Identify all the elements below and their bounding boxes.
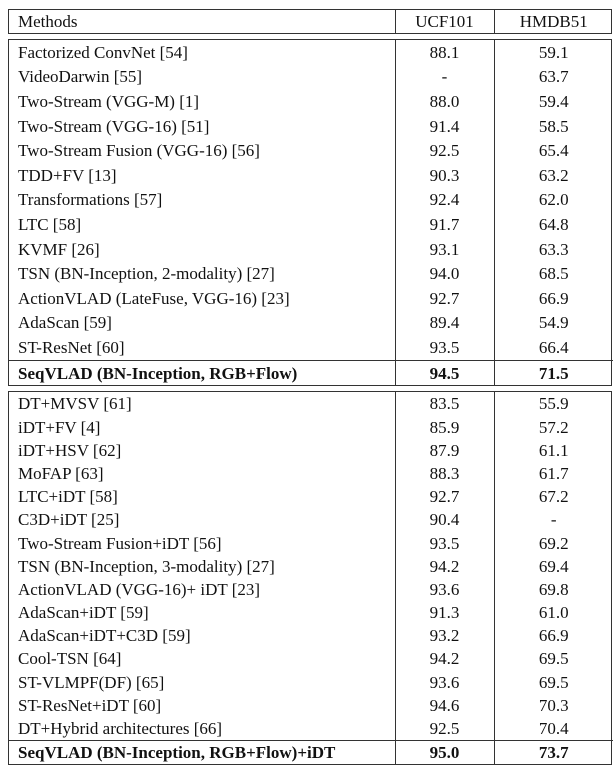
table-row	[9, 40, 613, 65]
hmdb51-cell: 69.5	[494, 671, 613, 694]
hmdb51-cell: 71.5	[494, 360, 613, 385]
method-cell: DT+Hybrid architectures [66]	[18, 719, 223, 739]
table-row	[9, 671, 613, 694]
table-row	[9, 392, 613, 415]
table-section-1	[9, 40, 613, 385]
method-cell: DT+MVSV [61]	[18, 394, 132, 414]
method-cell: Cool-TSN [64]	[18, 649, 122, 669]
table-row	[9, 212, 613, 237]
method-cell: Two-Stream Fusion (VGG-16) [56]	[18, 141, 260, 161]
table-row	[9, 439, 613, 462]
results-table	[8, 9, 612, 765]
ucf101-cell: 94.0	[395, 261, 494, 286]
hmdb51-cell: 69.2	[494, 531, 613, 554]
method-cell: Two-Stream (VGG-M) [1]	[18, 91, 200, 111]
method-cell: KVMF [26]	[18, 239, 100, 259]
ucf101-cell: 90.4	[395, 508, 494, 531]
hmdb51-cell: 58.5	[494, 114, 613, 139]
method-cell: ST-ResNet [60]	[18, 337, 125, 357]
method-cell: ST-ResNet+iDT [60]	[18, 695, 162, 715]
table-row	[9, 694, 613, 717]
hmdb51-cell: 69.5	[494, 647, 613, 670]
hmdb51-cell: 61.0	[494, 601, 613, 624]
hmdb51-cell: 62.0	[494, 188, 613, 213]
method-cell: ST-VLMPF(DF) [65]	[18, 672, 165, 692]
table-row	[9, 741, 613, 765]
ucf101-cell: 92.4	[395, 188, 494, 213]
ucf101-cell: 91.4	[395, 114, 494, 139]
table-header-box	[8, 9, 612, 34]
ucf101-cell: 94.2	[395, 555, 494, 578]
table-row	[9, 138, 613, 163]
hmdb51-cell: 55.9	[494, 392, 613, 415]
method-cell: AdaScan+iDT [59]	[18, 603, 149, 623]
hmdb51-cell: 64.8	[494, 212, 613, 237]
method-cell: Factorized ConvNet [54]	[18, 42, 188, 62]
ucf101-cell: 92.7	[395, 286, 494, 311]
hmdb51-cell: 70.4	[494, 717, 613, 741]
table-row	[9, 531, 613, 554]
hmdb51-cell: 63.7	[494, 65, 613, 90]
ucf101-cell: 94.5	[395, 360, 494, 385]
method-cell: SeqVLAD (BN-Inception, RGB+Flow)+iDT	[9, 741, 395, 765]
table-row	[9, 578, 613, 601]
table-row	[9, 65, 613, 90]
ucf101-cell: 95.0	[395, 741, 494, 765]
ucf101-cell: 88.1	[395, 40, 494, 65]
ucf101-cell: 92.5	[395, 717, 494, 741]
table-section-2-box	[8, 391, 612, 765]
hmdb51-cell: 63.3	[494, 237, 613, 262]
hmdb51-cell: 66.9	[494, 624, 613, 647]
column-header-methods: Methods	[18, 12, 78, 31]
method-cell: iDT+HSV [62]	[18, 440, 122, 460]
ucf101-cell: 92.7	[395, 485, 494, 508]
ucf101-cell: 93.1	[395, 237, 494, 262]
ucf101-cell: 93.2	[395, 624, 494, 647]
ucf101-cell: 83.5	[395, 392, 494, 415]
table-section-2	[9, 392, 613, 764]
table-row	[9, 624, 613, 647]
method-cell: AdaScan [59]	[18, 313, 112, 333]
hmdb51-cell: 61.7	[494, 462, 613, 485]
ucf101-cell: -	[395, 65, 494, 90]
method-cell: Two-Stream Fusion+iDT [56]	[18, 533, 222, 553]
table-row	[9, 237, 613, 262]
method-cell: SeqVLAD (BN-Inception, RGB+Flow)	[9, 360, 395, 385]
hmdb51-cell: 54.9	[494, 311, 613, 336]
hmdb51-cell: 66.9	[494, 286, 613, 311]
table-row	[9, 416, 613, 439]
hmdb51-cell: 59.1	[494, 40, 613, 65]
ucf101-cell: 94.2	[395, 647, 494, 670]
table-header	[9, 10, 613, 33]
method-cell: AdaScan+iDT+C3D [59]	[18, 626, 191, 646]
ucf101-cell: 93.5	[395, 335, 494, 360]
table-row	[9, 462, 613, 485]
ucf101-cell: 90.3	[395, 163, 494, 188]
ucf101-cell: 91.7	[395, 212, 494, 237]
method-cell: MoFAP [63]	[18, 463, 104, 483]
ucf101-cell: 93.6	[395, 671, 494, 694]
ucf101-cell: 93.5	[395, 531, 494, 554]
method-cell: TDD+FV [13]	[18, 165, 117, 185]
table-row	[9, 485, 613, 508]
method-cell: TSN (BN-Inception, 3-modality) [27]	[18, 556, 275, 576]
method-cell: Two-Stream (VGG-16) [51]	[18, 116, 210, 136]
table-row	[9, 163, 613, 188]
method-cell: LTC+iDT [58]	[18, 487, 118, 507]
column-header-hmdb51: HMDB51	[494, 10, 613, 33]
table-row	[9, 508, 613, 531]
table-row	[9, 114, 613, 139]
method-cell: C3D+iDT [25]	[18, 510, 120, 530]
ucf101-cell: 89.4	[395, 311, 494, 336]
hmdb51-cell: 66.4	[494, 335, 613, 360]
ucf101-cell: 88.0	[395, 89, 494, 114]
hmdb51-cell: -	[494, 508, 613, 531]
column-header-ucf101: UCF101	[395, 10, 494, 33]
ucf101-cell: 91.3	[395, 601, 494, 624]
method-cell: ActionVLAD (VGG-16)+ iDT [23]	[18, 579, 261, 599]
table-row	[9, 360, 613, 385]
ucf101-cell: 88.3	[395, 462, 494, 485]
table-row	[9, 555, 613, 578]
table-row	[9, 335, 613, 360]
hmdb51-cell: 73.7	[494, 741, 613, 765]
method-cell: ActionVLAD (LateFuse, VGG-16) [23]	[18, 288, 290, 308]
table-row	[9, 647, 613, 670]
hmdb51-cell: 59.4	[494, 89, 613, 114]
table-section-1-box	[8, 39, 612, 386]
ucf101-cell: 92.5	[395, 138, 494, 163]
ucf101-cell: 94.6	[395, 694, 494, 717]
table-row	[9, 188, 613, 213]
hmdb51-cell: 69.4	[494, 555, 613, 578]
hmdb51-cell: 63.2	[494, 163, 613, 188]
method-cell: Transformations [57]	[18, 190, 163, 210]
method-cell: VideoDarwin [55]	[18, 67, 143, 87]
hmdb51-cell: 67.2	[494, 485, 613, 508]
hmdb51-cell: 65.4	[494, 138, 613, 163]
table-row	[9, 89, 613, 114]
table-row	[9, 601, 613, 624]
table-row	[9, 311, 613, 336]
method-cell: LTC [58]	[18, 214, 82, 234]
hmdb51-cell: 68.5	[494, 261, 613, 286]
table-row	[9, 717, 613, 741]
ucf101-cell: 93.6	[395, 578, 494, 601]
hmdb51-cell: 61.1	[494, 439, 613, 462]
ucf101-cell: 87.9	[395, 439, 494, 462]
table-row	[9, 261, 613, 286]
hmdb51-cell: 57.2	[494, 416, 613, 439]
method-cell: iDT+FV [4]	[18, 417, 101, 437]
table-row	[9, 286, 613, 311]
ucf101-cell: 85.9	[395, 416, 494, 439]
hmdb51-cell: 69.8	[494, 578, 613, 601]
method-cell: TSN (BN-Inception, 2-modality) [27]	[18, 264, 275, 284]
hmdb51-cell: 70.3	[494, 694, 613, 717]
header-row	[9, 10, 613, 33]
